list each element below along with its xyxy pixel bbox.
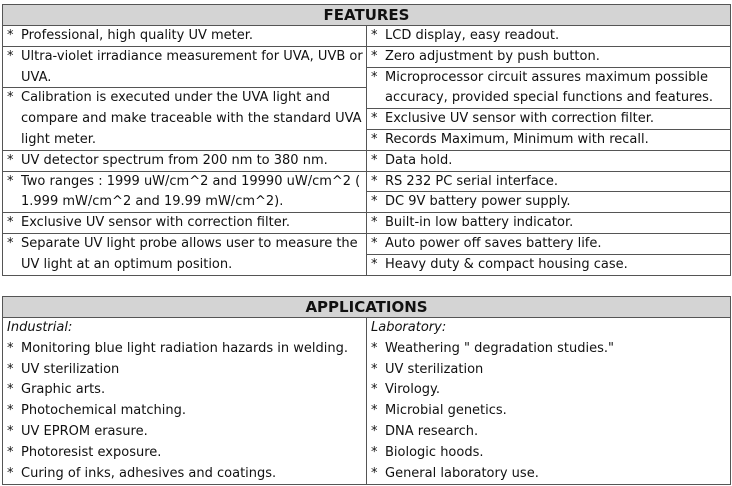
feature-item bbox=[371, 47, 730, 67]
item-text: Monitoring blue light radiation hazards in welding. bbox=[21, 340, 348, 356]
feature-cell bbox=[367, 108, 730, 129]
item-text: General laboratory use. bbox=[385, 465, 539, 481]
bullet-star: * bbox=[371, 215, 378, 231]
application-item bbox=[371, 464, 730, 485]
application-item bbox=[7, 401, 366, 422]
bullet-star: * bbox=[7, 173, 14, 189]
item-text: Two ranges : 1999 uW/cm^2 and 19990 uW/cm^2 ( 1.999 mW/cm^2 and 19.99 mW/cm^2). bbox=[21, 173, 361, 210]
application-item bbox=[7, 443, 366, 464]
bullet-star: * bbox=[371, 382, 378, 398]
bullet-star: * bbox=[7, 28, 14, 43]
bullet-star: * bbox=[371, 152, 378, 168]
item-text: Graphic arts. bbox=[21, 382, 106, 398]
features-title: FEATURES bbox=[3, 5, 731, 26]
item-text: LCD display, easy readout. bbox=[385, 28, 560, 43]
item-text: Data hold. bbox=[385, 152, 453, 168]
application-item bbox=[7, 380, 366, 401]
feature-item bbox=[7, 88, 366, 149]
feature-item bbox=[371, 172, 730, 192]
feature-cell bbox=[367, 191, 730, 212]
item-text: Weathering " degradation studies." bbox=[385, 340, 615, 356]
item-text: Photoresist exposure. bbox=[21, 444, 162, 460]
feature-cell bbox=[367, 171, 730, 192]
features-left-column bbox=[3, 26, 367, 276]
bullet-star: * bbox=[7, 403, 14, 419]
item-text: UV sterilization bbox=[385, 361, 484, 377]
feature-item bbox=[7, 172, 366, 213]
feature-item bbox=[7, 47, 366, 88]
bullet-star: * bbox=[371, 131, 378, 147]
applications-table bbox=[2, 296, 731, 485]
item-text: Heavy duty & compact housing case. bbox=[385, 256, 628, 272]
bullet-star: * bbox=[7, 361, 14, 377]
features-table bbox=[2, 4, 731, 276]
features-right-column bbox=[367, 26, 731, 276]
bullet-star: * bbox=[371, 48, 378, 64]
bullet-star: * bbox=[371, 173, 378, 189]
laboratory-column bbox=[367, 318, 731, 485]
bullet-star: * bbox=[7, 465, 14, 481]
industrial-label: Industrial: bbox=[7, 320, 73, 335]
laboratory-label: Laboratory: bbox=[371, 320, 447, 335]
feature-item bbox=[371, 130, 730, 150]
item-text: Built-in low battery indicator. bbox=[385, 215, 574, 231]
bullet-star: * bbox=[371, 28, 378, 43]
feature-cell bbox=[367, 212, 730, 233]
bullet-star: * bbox=[371, 403, 378, 419]
item-text: RS 232 PC serial interface. bbox=[385, 173, 558, 189]
bullet-star: * bbox=[7, 340, 14, 356]
feature-item bbox=[7, 26, 366, 46]
bullet-star: * bbox=[7, 215, 14, 231]
feature-cell bbox=[3, 233, 366, 275]
application-item bbox=[371, 360, 730, 381]
bullet-star: * bbox=[371, 194, 378, 210]
feature-item bbox=[371, 213, 730, 233]
item-text: DC 9V battery power supply. bbox=[385, 194, 571, 210]
application-item bbox=[7, 422, 366, 443]
item-text: Curing of inks, adhesives and coatings. bbox=[21, 465, 277, 481]
feature-cell bbox=[3, 171, 366, 213]
feature-item bbox=[371, 234, 730, 254]
bullet-star: * bbox=[371, 235, 378, 251]
feature-cell bbox=[367, 254, 730, 275]
bullet-star: * bbox=[371, 256, 378, 272]
item-text: Ultra-violet irradiance measurement for UVA, UVB or UVA. bbox=[21, 48, 363, 85]
item-text: Records Maximum, Minimum with recall. bbox=[385, 131, 649, 147]
feature-item bbox=[371, 255, 730, 275]
feature-item bbox=[371, 192, 730, 212]
bullet-star: * bbox=[371, 111, 378, 127]
application-item bbox=[371, 380, 730, 401]
feature-cell bbox=[3, 150, 366, 171]
bullet-star: * bbox=[7, 48, 14, 64]
item-text: Photochemical matching. bbox=[21, 403, 186, 419]
feature-item bbox=[7, 151, 366, 171]
item-text: UV EPROM erasure. bbox=[21, 423, 148, 439]
feature-cell bbox=[367, 67, 730, 109]
feature-cell bbox=[3, 212, 366, 233]
feature-cell bbox=[367, 233, 730, 254]
item-text: Zero adjustment by push button. bbox=[385, 48, 600, 64]
feature-cell bbox=[3, 46, 366, 88]
bullet-star: * bbox=[371, 423, 378, 439]
bullet-star: * bbox=[371, 69, 378, 85]
application-item bbox=[7, 339, 366, 360]
feature-cell bbox=[367, 129, 730, 150]
feature-cell bbox=[367, 150, 730, 171]
application-item bbox=[371, 401, 730, 422]
bullet-star: * bbox=[7, 423, 14, 439]
applications-title: APPLICATIONS bbox=[3, 297, 731, 318]
bullet-star: * bbox=[371, 465, 378, 481]
feature-item bbox=[371, 68, 730, 109]
feature-item bbox=[371, 109, 730, 129]
feature-cell bbox=[367, 46, 730, 67]
feature-cell bbox=[3, 26, 366, 46]
item-text: UV sterilization bbox=[21, 361, 120, 377]
item-text: Microprocessor circuit assures maximum possible accuracy, provided special functions and features. bbox=[385, 69, 714, 106]
feature-item bbox=[371, 151, 730, 171]
bullet-star: * bbox=[371, 361, 378, 377]
bullet-star: * bbox=[7, 90, 14, 106]
item-text: Calibration is executed under the UVA light and compare and make traceable with the standard UVA light meter. bbox=[21, 90, 362, 147]
application-item bbox=[371, 443, 730, 464]
application-item bbox=[371, 339, 730, 360]
item-text: DNA research. bbox=[385, 423, 479, 439]
application-item bbox=[7, 464, 366, 485]
item-text: UV detector spectrum from 200 nm to 380 nm. bbox=[21, 152, 328, 168]
bullet-star: * bbox=[7, 382, 14, 398]
feature-cell bbox=[3, 87, 366, 149]
item-text: Auto power off saves battery life. bbox=[385, 235, 602, 251]
application-item bbox=[371, 422, 730, 443]
bullet-star: * bbox=[371, 444, 378, 460]
bullet-star: * bbox=[371, 340, 378, 356]
item-text: Exclusive UV sensor with correction filter. bbox=[21, 215, 290, 231]
industrial-column bbox=[3, 318, 367, 485]
feature-item bbox=[7, 213, 366, 233]
feature-item bbox=[7, 234, 366, 275]
feature-cell bbox=[367, 26, 730, 46]
item-text: Biologic hoods. bbox=[385, 444, 484, 460]
item-text: Professional, high quality UV meter. bbox=[21, 28, 254, 43]
feature-item bbox=[371, 26, 730, 46]
item-text: Microbial genetics. bbox=[385, 403, 507, 419]
item-text: Exclusive UV sensor with correction filter. bbox=[385, 111, 654, 127]
item-text: Virology. bbox=[385, 382, 441, 398]
item-text: Separate UV light probe allows user to measure the UV light at an optimum position. bbox=[21, 235, 358, 272]
bullet-star: * bbox=[7, 152, 14, 168]
application-item bbox=[7, 360, 366, 381]
bullet-star: * bbox=[7, 235, 14, 251]
bullet-star: * bbox=[7, 444, 14, 460]
